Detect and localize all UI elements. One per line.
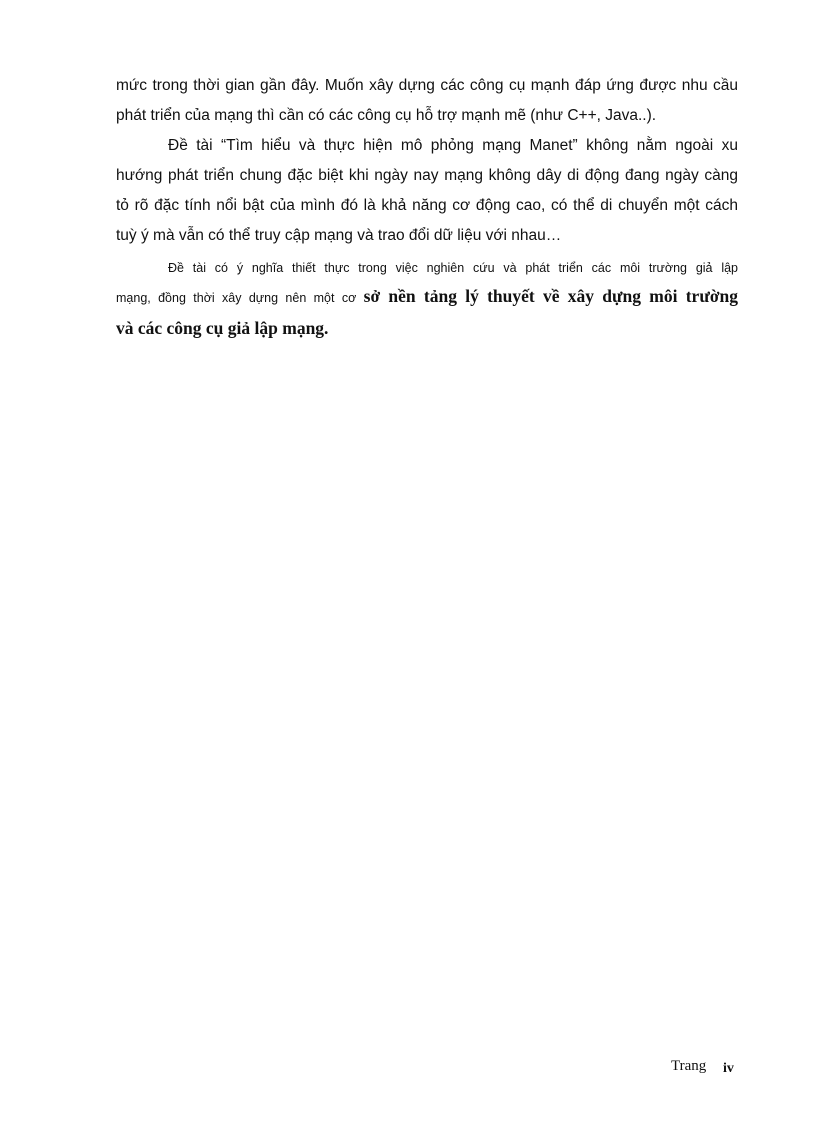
- text-line: tỏ rõ đặc tính nổi bật của mình đó là khả năng cơ động cao, có thể di chuyển một cách: [116, 197, 738, 214]
- text-line: hướng phát triển chung đặc biệt khi ngày nay mạng không dây di động đang ngày càng: [116, 167, 738, 184]
- page-label: Trang: [671, 1058, 707, 1074]
- page-number: iv: [723, 1061, 734, 1076]
- text-line: Đề tài “Tìm hiểu và thực hiện mô phỏng mạng Manet” không nằm ngoài xu: [168, 137, 738, 154]
- text-line-bold: và các công cụ giả lập mạng.: [116, 318, 329, 338]
- text-line-mixed: [116, 286, 738, 308]
- text-span-normal: mạng, đồng thời xây dựng nên một cơ: [116, 291, 364, 305]
- text-line: phát triển của mạng thì cần có các công cụ hỗ trợ mạnh mẽ (như C++, Java..).: [116, 107, 657, 124]
- text-span-bold: sở nền tảng lý thuyết về xây dựng môi trường: [363, 286, 739, 306]
- text-line: mức trong thời gian gần đây. Muốn xây dựng các công cụ mạnh đáp ứng được nhu cầu: [116, 77, 738, 94]
- text-line: Đề tài có ý nghĩa thiết thực trong việc nghiên cứu và phát triển các môi trường giả lập: [168, 261, 738, 275]
- text-line: tuỳ ý mà vẫn có thể truy cập mạng và trao đổi dữ liệu với nhau…: [116, 227, 562, 244]
